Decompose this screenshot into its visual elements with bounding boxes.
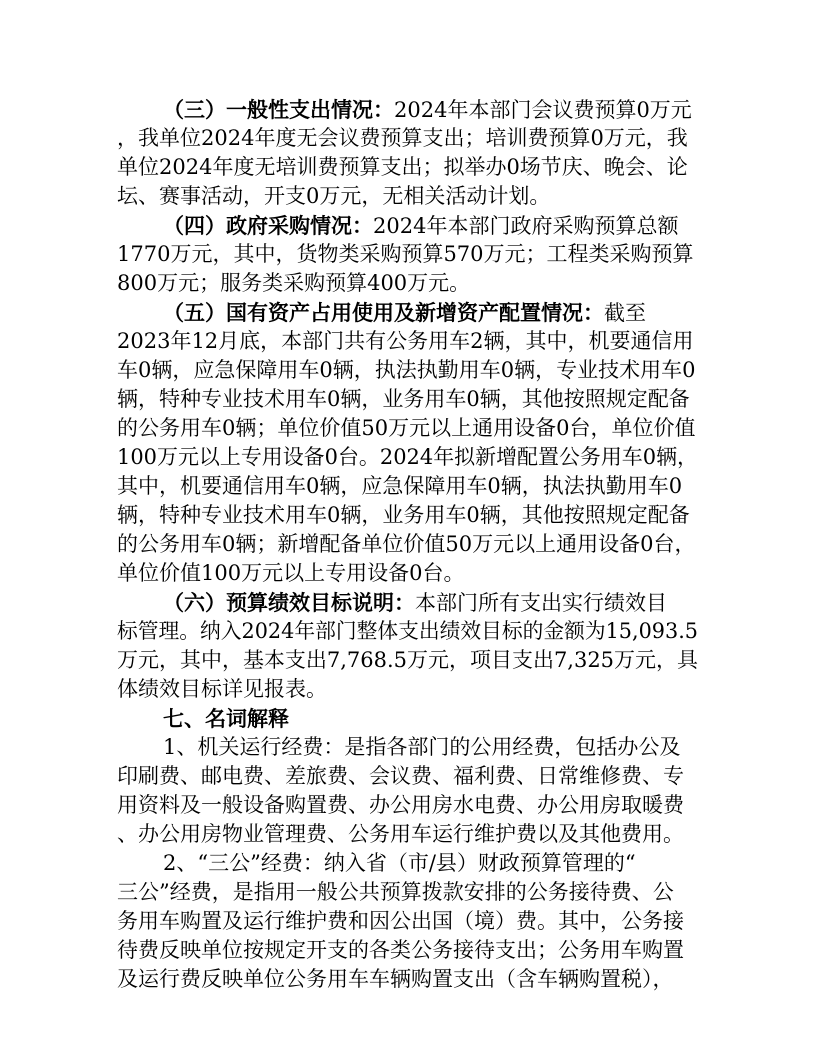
body-text: 用资料及一般设备购置费、办公用房水电费、办公用房取暖费 [117, 793, 684, 817]
body-text: 单位2024年度无培训费预算支出；拟举办0场节庆、晚会、论 [117, 155, 688, 179]
text-line [117, 385, 698, 414]
body-text: 及运行费反映单位公务用车车辆购置支出（含车辆购置税）， [117, 967, 674, 991]
text-line [117, 675, 698, 704]
body-text: 印刷费、邮电费、差旅费、会议费、福利费、日常维修费、专 [117, 764, 684, 788]
section-heading: （三）一般性支出情况： [163, 97, 394, 122]
body-text: 辆，特种专业技术用车0辆，业务用车0辆，其他按照规定配备 [117, 387, 690, 411]
body-text: 的公务用车0辆；单位价值50万元以上通用设备0台，单位价值 [117, 416, 696, 440]
body-text: 其中，机要通信用车0辆，应急保障用车0辆，执法执勤用车0 [117, 474, 683, 498]
body-text: 务用车购置及运行维护费和因公出国（境）费。其中，公务接 [117, 909, 684, 933]
body-text: 体绩效目标详见报表。 [117, 677, 327, 701]
document-page [117, 95, 698, 994]
body-text: 待费反映单位按规定开支的各类公务接待支出；公务用车购置 [117, 938, 684, 962]
text-line [117, 298, 698, 327]
text-line [117, 849, 698, 878]
body-text: 2024年本部门政府采购预算总额 [373, 214, 679, 238]
text-line [117, 530, 698, 559]
text-line [117, 588, 698, 617]
body-text: 车0辆，应急保障用车0辆，执法执勤用车0辆，专业技术用车0 [117, 358, 696, 382]
text-line [117, 327, 698, 356]
body-text: 三公”经费，是指用一般公共预算拨款安排的公务接待费、公 [117, 880, 674, 904]
text-line [117, 472, 698, 501]
text-line [117, 153, 698, 182]
text-line [117, 269, 698, 298]
body-text: 本部门所有支出实行绩效目 [415, 591, 667, 615]
body-text: 1770万元，其中，货物类采购预算570万元；工程类采购预算 [117, 242, 694, 266]
text-line [117, 936, 698, 965]
section-heading: （五）国有资产占用使用及新增资产配置情况： [163, 300, 604, 325]
section-heading: 七、名词解释 [163, 706, 289, 731]
body-text: 800万元；服务类采购预算400万元。 [117, 271, 471, 295]
body-text: 2024年本部门会议费预算0万元 [394, 98, 692, 122]
text-line [117, 182, 698, 211]
body-text: 截至 [604, 301, 646, 325]
text-line [117, 907, 698, 936]
text-line [117, 443, 698, 472]
text-line [117, 762, 698, 791]
body-text: 标管理。纳入2024年部门整体支出绩效目标的金额为15,093.5 [117, 619, 698, 643]
text-line [117, 617, 698, 646]
body-text: 100万元以上专用设备0台。2024年拟新增配置公务用车0辆， [117, 445, 698, 469]
body-text: 2023年12月底，本部门共有公务用车2辆，其中，机要通信用 [117, 329, 694, 353]
body-text: 单位价值100万元以上专用设备0台。 [117, 561, 465, 585]
text-line [117, 878, 698, 907]
text-line [117, 559, 698, 588]
body-text: 1、机关运行经费：是指各部门的公用经费，包括办公及 [163, 735, 681, 759]
body-text: 的公务用车0辆；新增配备单位价值50万元以上通用设备0台， [117, 532, 696, 556]
text-line [117, 211, 698, 240]
body-text: 、办公用房物业管理费、公务用车运行维护费以及其他费用。 [117, 822, 684, 846]
section-heading: （六）预算绩效目标说明： [163, 590, 415, 615]
body-text: 辆，特种专业技术用车0辆，业务用车0辆，其他按照规定配备 [117, 503, 690, 527]
text-line [117, 95, 698, 124]
body-text: 2、“三公”经费：纳入省（市/县）财政预算管理的“ [163, 851, 636, 875]
text-line [117, 704, 698, 733]
text-line [117, 501, 698, 530]
text-line [117, 646, 698, 675]
body-text: ，我单位2024年度无会议费预算支出；培训费预算0万元，我 [117, 126, 688, 150]
text-line [117, 124, 698, 153]
section-heading: （四）政府采购情况： [163, 213, 373, 238]
text-line [117, 733, 698, 762]
body-text: 坛、赛事活动，开支0万元，无相关活动计划。 [117, 184, 551, 208]
text-line [117, 240, 698, 269]
body-text: 万元，其中，基本支出7,768.5万元，项目支出7,325万元，具 [117, 648, 698, 672]
text-line [117, 965, 698, 994]
text-line [117, 414, 698, 443]
text-line [117, 820, 698, 849]
text-line [117, 791, 698, 820]
text-line [117, 356, 698, 385]
